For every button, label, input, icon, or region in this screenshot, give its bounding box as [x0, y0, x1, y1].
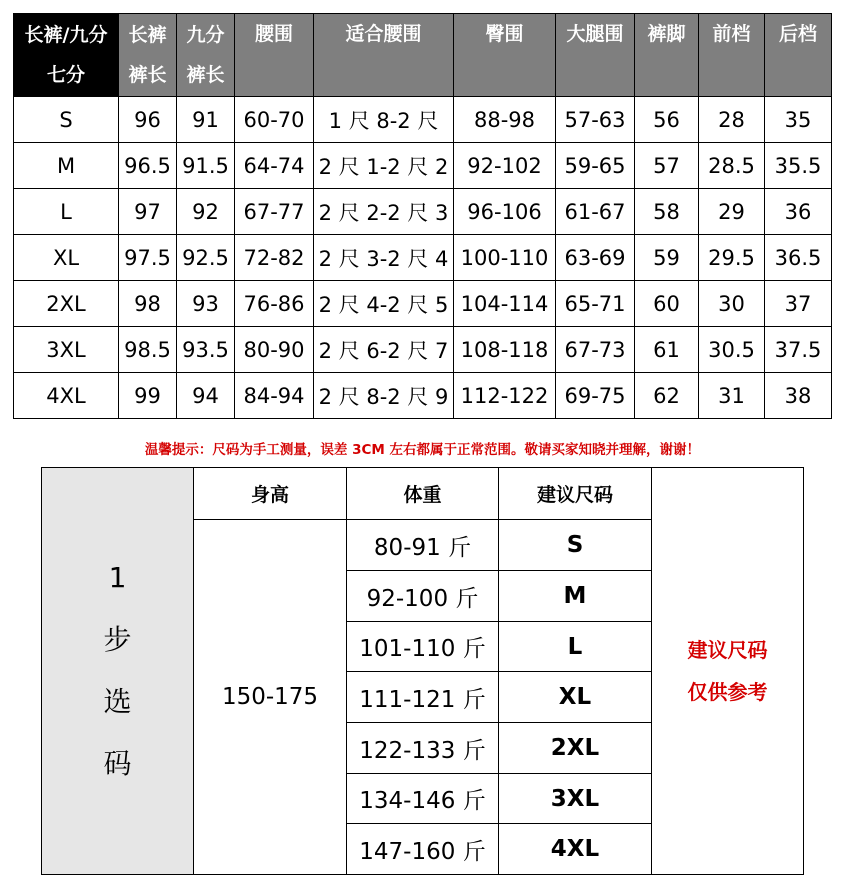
weight-cell: 101-110 斤 [347, 622, 499, 672]
size-table [13, 13, 832, 419]
table-row [14, 235, 832, 281]
size-table-body [14, 97, 832, 419]
weight-cell: 111-121 斤 [347, 672, 499, 723]
table-cell: 98 [119, 281, 177, 327]
header-size-type-line2: 七分 [46, 64, 85, 86]
header-hip [454, 14, 556, 97]
table-cell: 97.5 [119, 235, 177, 281]
header-hip-label: 臀围 [485, 23, 524, 45]
table-cell: 96.5 [119, 143, 177, 189]
table-cell: 93.5 [177, 327, 235, 373]
size-cell: XL [499, 672, 652, 723]
table-cell: 35.5 [765, 143, 832, 189]
header-long-length [119, 14, 177, 97]
weight-cell: 80-91 斤 [347, 520, 499, 571]
table-cell: 35 [765, 97, 832, 143]
table-cell: 28.5 [699, 143, 765, 189]
table-cell: 36 [765, 189, 832, 235]
table-cell: 62 [635, 373, 699, 419]
table-cell: S [14, 97, 119, 143]
table-cell: 57-63 [556, 97, 635, 143]
table-cell: 99 [119, 373, 177, 419]
table-cell: 2 尺 4-2 尺 5 [314, 281, 454, 327]
table-cell: 112-122 [454, 373, 556, 419]
header-front-rise-label: 前档 [712, 23, 751, 45]
header-thigh-label: 大腿围 [566, 23, 624, 45]
header-waist [235, 14, 314, 97]
table-cell: 98.5 [119, 327, 177, 373]
table-cell: XL [14, 235, 119, 281]
table-cell: 65-71 [556, 281, 635, 327]
table-cell: 91.5 [177, 143, 235, 189]
table-cell: 2 尺 8-2 尺 9 [314, 373, 454, 419]
table-cell: 97 [119, 189, 177, 235]
table-row [14, 327, 832, 373]
table-row [14, 373, 832, 419]
table-cell: 29 [699, 189, 765, 235]
table-cell: 37 [765, 281, 832, 327]
table-cell: 84-94 [235, 373, 314, 419]
table-cell: 67-77 [235, 189, 314, 235]
table-cell: 104-114 [454, 281, 556, 327]
header-fit-waist [314, 14, 454, 97]
header-ninth-length-line1: 九分 [186, 24, 225, 46]
table-cell: 92 [177, 189, 235, 235]
header-back-rise [765, 14, 832, 97]
header-back-rise-label: 后档 [778, 23, 817, 45]
table-cell: 63-69 [556, 235, 635, 281]
table-cell: 3XL [14, 327, 119, 373]
weight-cell: 92-100 斤 [347, 571, 499, 622]
table-cell: 30 [699, 281, 765, 327]
table-cell: 56 [635, 97, 699, 143]
weight-cell: 122-133 斤 [347, 723, 499, 774]
header-size-type [14, 14, 119, 97]
table-cell: 67-73 [556, 327, 635, 373]
table-cell: 2 尺 1-2 尺 2 [314, 143, 454, 189]
header-height: 身高 [194, 468, 347, 520]
header-size-type-line1: 长裤/九分 [24, 24, 108, 46]
table-cell: 92.5 [177, 235, 235, 281]
weight-cell: 134-146 斤 [347, 774, 499, 824]
table-row [14, 189, 832, 235]
header-weight: 体重 [347, 468, 499, 520]
header-hem-label: 裤脚 [647, 23, 686, 45]
measurement-notice: 温馨提示：尺码为手工测量，误差 3CM 左右都属于正常范围。敬请买家知晓并理解，谢谢！ [144, 442, 701, 458]
step-label-char: 1 [108, 561, 127, 594]
header-long-length-line1: 长裤 [128, 24, 167, 46]
table-cell: 2 尺 3-2 尺 4 [314, 235, 454, 281]
step-label [42, 468, 194, 874]
size-cell: M [499, 571, 652, 622]
reference-note-line1: 建议尺码 [687, 638, 768, 662]
table-cell: 37.5 [765, 327, 832, 373]
table-cell: 88-98 [454, 97, 556, 143]
table-cell: M [14, 143, 119, 189]
header-ninth-length [177, 14, 235, 97]
table-cell: 60-70 [235, 97, 314, 143]
table-cell: 28 [699, 97, 765, 143]
table-cell: 60 [635, 281, 699, 327]
table-cell: 29.5 [699, 235, 765, 281]
step-label-char: 码 [103, 747, 132, 780]
table-cell: 72-82 [235, 235, 314, 281]
table-cell: 4XL [14, 373, 119, 419]
table-row [14, 143, 832, 189]
header-front-rise [699, 14, 765, 97]
size-cell: 3XL [499, 774, 652, 824]
table-cell: 58 [635, 189, 699, 235]
table-cell: 2 尺 6-2 尺 7 [314, 327, 454, 373]
table-cell: 30.5 [699, 327, 765, 373]
table-cell: 31 [699, 373, 765, 419]
table-cell: 61 [635, 327, 699, 373]
table-cell: 69-75 [556, 373, 635, 419]
step-label-char: 步 [103, 623, 132, 656]
table-cell: 91 [177, 97, 235, 143]
table-cell: 38 [765, 373, 832, 419]
size-cell: 4XL [499, 824, 652, 874]
table-cell: 108-118 [454, 327, 556, 373]
header-waist-label: 腰围 [254, 23, 293, 45]
reference-note [652, 468, 803, 874]
size-cell: L [499, 622, 652, 672]
header-thigh [556, 14, 635, 97]
table-cell: 76-86 [235, 281, 314, 327]
size-cell: 2XL [499, 723, 652, 774]
step-label-char: 选 [103, 685, 132, 718]
weight-cell: 147-160 斤 [347, 824, 499, 874]
size-cell: S [499, 520, 652, 571]
size-table-header [14, 14, 832, 97]
table-row [14, 281, 832, 327]
table-cell: 96-106 [454, 189, 556, 235]
size-recommendation-table [41, 467, 804, 875]
header-fit-waist-label: 适合腰围 [345, 23, 422, 45]
header-recommended-size: 建议尺码 [499, 468, 652, 520]
table-row [14, 97, 832, 143]
table-cell: 64-74 [235, 143, 314, 189]
table-cell: 2XL [14, 281, 119, 327]
table-cell: 57 [635, 143, 699, 189]
table-cell: 2 尺 2-2 尺 3 [314, 189, 454, 235]
table-cell: 92-102 [454, 143, 556, 189]
table-cell: 96 [119, 97, 177, 143]
header-hem [635, 14, 699, 97]
header-long-length-line2: 裤长 [128, 64, 167, 86]
table-cell: 1 尺 8-2 尺 [314, 97, 454, 143]
table-cell: 100-110 [454, 235, 556, 281]
table-cell: 80-90 [235, 327, 314, 373]
table-cell: 36.5 [765, 235, 832, 281]
header-ninth-length-line2: 裤长 [186, 64, 225, 86]
table-cell: 93 [177, 281, 235, 327]
table-cell: 59 [635, 235, 699, 281]
table-cell: 61-67 [556, 189, 635, 235]
height-range: 150-175 [194, 520, 347, 874]
table-cell: 59-65 [556, 143, 635, 189]
table-cell: 94 [177, 373, 235, 419]
reference-note-line2: 仅供参考 [687, 680, 768, 704]
table-cell: L [14, 189, 119, 235]
